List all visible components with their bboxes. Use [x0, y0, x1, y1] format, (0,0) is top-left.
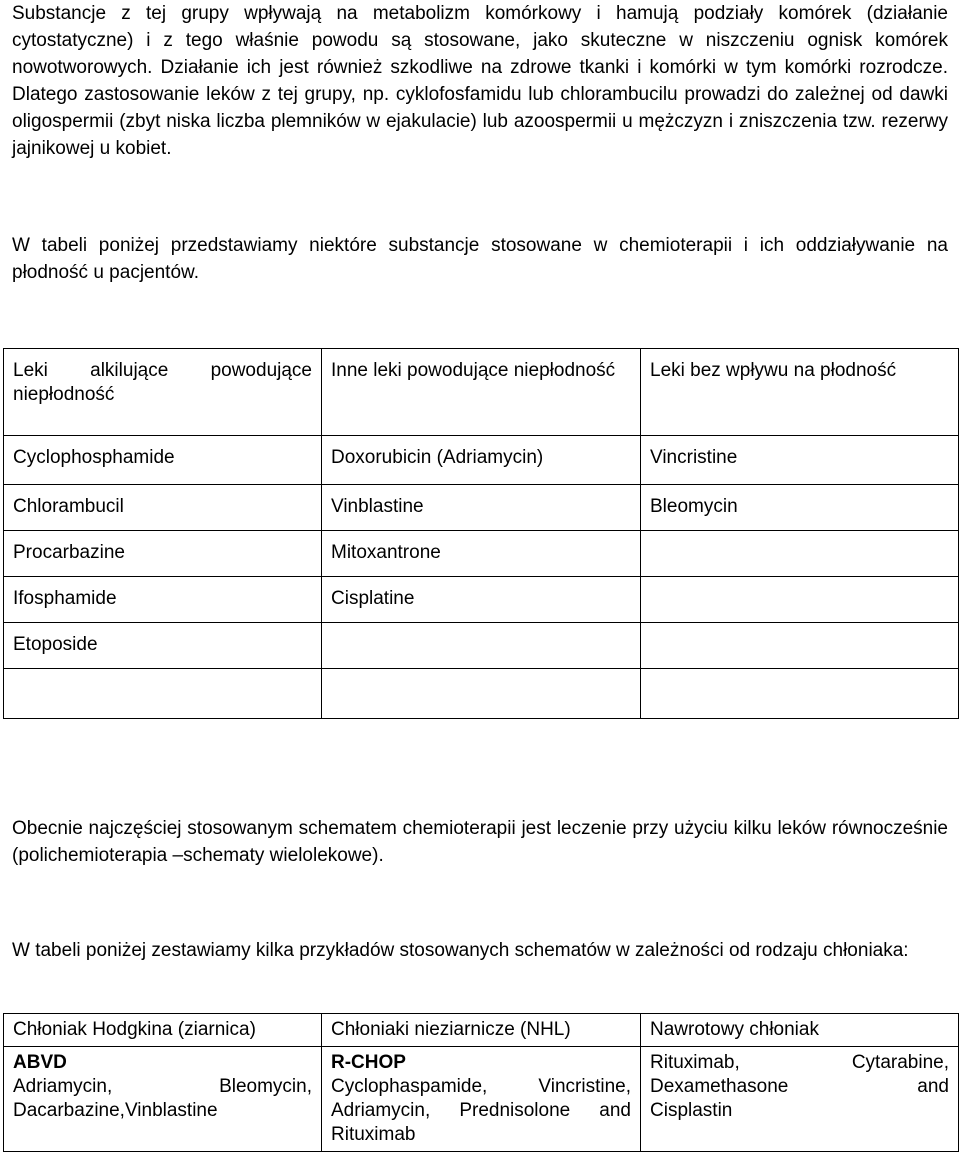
table-row: [4, 531, 959, 577]
scheme-drugs: Dexamethasone and: [650, 1076, 949, 1097]
scheme-drugs: Cisplastin: [650, 1100, 733, 1121]
intro-paragraph: Substancje z tej grupy wpływają na metabolizm komórkowy i hamują podziały komórek (działanie cytostatyczne) i z tego właśnie powodu są stosowane, jako skuteczne w niszczeniu ognisk komórek nowotworowych. Działanie ich jest również szkodliwe na zdrowe tkanki i komórki w tym komórki rozrodcze. Dlatego zastosowanie leków z tej grupy, np. cyklofosfamidu lub chlorambucilu prowadzi do zależnej od dawki oligospermii (zbyt niska liczba plemników w ejakulacie) lub azoospermii u mężczyzn i zniszczenia tzw. rezerwy jajnikowej u kobiet.: [12, 3, 948, 159]
table-cell: Vinblastine: [322, 485, 641, 531]
header-recurrent: Nawrotowy chłoniak: [641, 1014, 959, 1047]
table-row: [4, 1047, 959, 1152]
table-row: [4, 577, 959, 623]
table-cell: [322, 669, 641, 719]
header-no-effect-drugs: Leki bez wpływu na płodność: [641, 349, 959, 436]
table-cell: Procarbazine: [4, 531, 322, 577]
table-row: [4, 436, 959, 485]
table-row: [4, 623, 959, 669]
table-cell: [4, 669, 322, 719]
table-row: [4, 669, 959, 719]
table-cell: Doxorubicin (Adriamycin): [322, 436, 641, 485]
header-other-drugs: Inne leki powodujące niepłodność: [322, 349, 641, 436]
scheme-drugs: Rituximab, Cytarabine,: [650, 1052, 949, 1073]
polychemotherapy-paragraph: Obecnie najczęściej stosowanym schematem chemioterapii jest leczenie przy użyciu kilku leków równocześnie (polichemioterapia –schematy wielolekowe).: [12, 818, 948, 866]
scheme-name: R-CHOP: [331, 1052, 406, 1073]
lymphoma-table-intro: W tabeli poniżej zestawiamy kilka przykładów stosowanych schematów w zależności od rodzaju chłoniaka:: [12, 940, 909, 961]
table-header-row: [4, 1014, 959, 1047]
table-cell: [641, 623, 959, 669]
drug-table-intro: W tabeli poniżej przedstawiamy niektóre substancje stosowane w chemioterapii i ich oddziaływanie na płodność u pacjentów.: [12, 235, 948, 283]
header-hodgkin: Chłoniak Hodgkina (ziarnica): [4, 1014, 322, 1047]
scheme-cell-abvd: [4, 1047, 322, 1152]
table-header-row: [4, 349, 959, 436]
chemotherapy-drugs-table: [3, 348, 959, 719]
lymphoma-schemes-table: [3, 1013, 959, 1152]
scheme-cell-recurrent: [641, 1047, 959, 1152]
table-cell: [322, 623, 641, 669]
scheme-name: ABVD: [13, 1052, 67, 1073]
table-cell: Etoposide: [4, 623, 322, 669]
table-cell: Chlorambucil: [4, 485, 322, 531]
table-row: [4, 485, 959, 531]
header-alkylating-drugs: Leki alkilujące powodujące niepłodność: [4, 349, 322, 436]
table-cell: [641, 577, 959, 623]
scheme-drugs: Adriamycin, Prednisolone and Rituximab: [331, 1100, 631, 1145]
table-cell: Mitoxantrone: [322, 531, 641, 577]
table-cell: Vincristine: [641, 436, 959, 485]
table-cell: Cisplatine: [322, 577, 641, 623]
scheme-drugs: Adriamycin, Bleomycin,: [13, 1076, 312, 1097]
scheme-drugs: Cyclophaspamide, Vincristine,: [331, 1076, 631, 1097]
scheme-cell-rchop: [322, 1047, 641, 1152]
table-cell: [641, 531, 959, 577]
table-cell: [641, 669, 959, 719]
table-cell: Ifosphamide: [4, 577, 322, 623]
table-cell: Cyclophosphamide: [4, 436, 322, 485]
header-nhl: Chłoniaki nieziarnicze (NHL): [322, 1014, 641, 1047]
scheme-drugs: Dacarbazine,Vinblastine: [13, 1100, 218, 1121]
table-cell: Bleomycin: [641, 485, 959, 531]
